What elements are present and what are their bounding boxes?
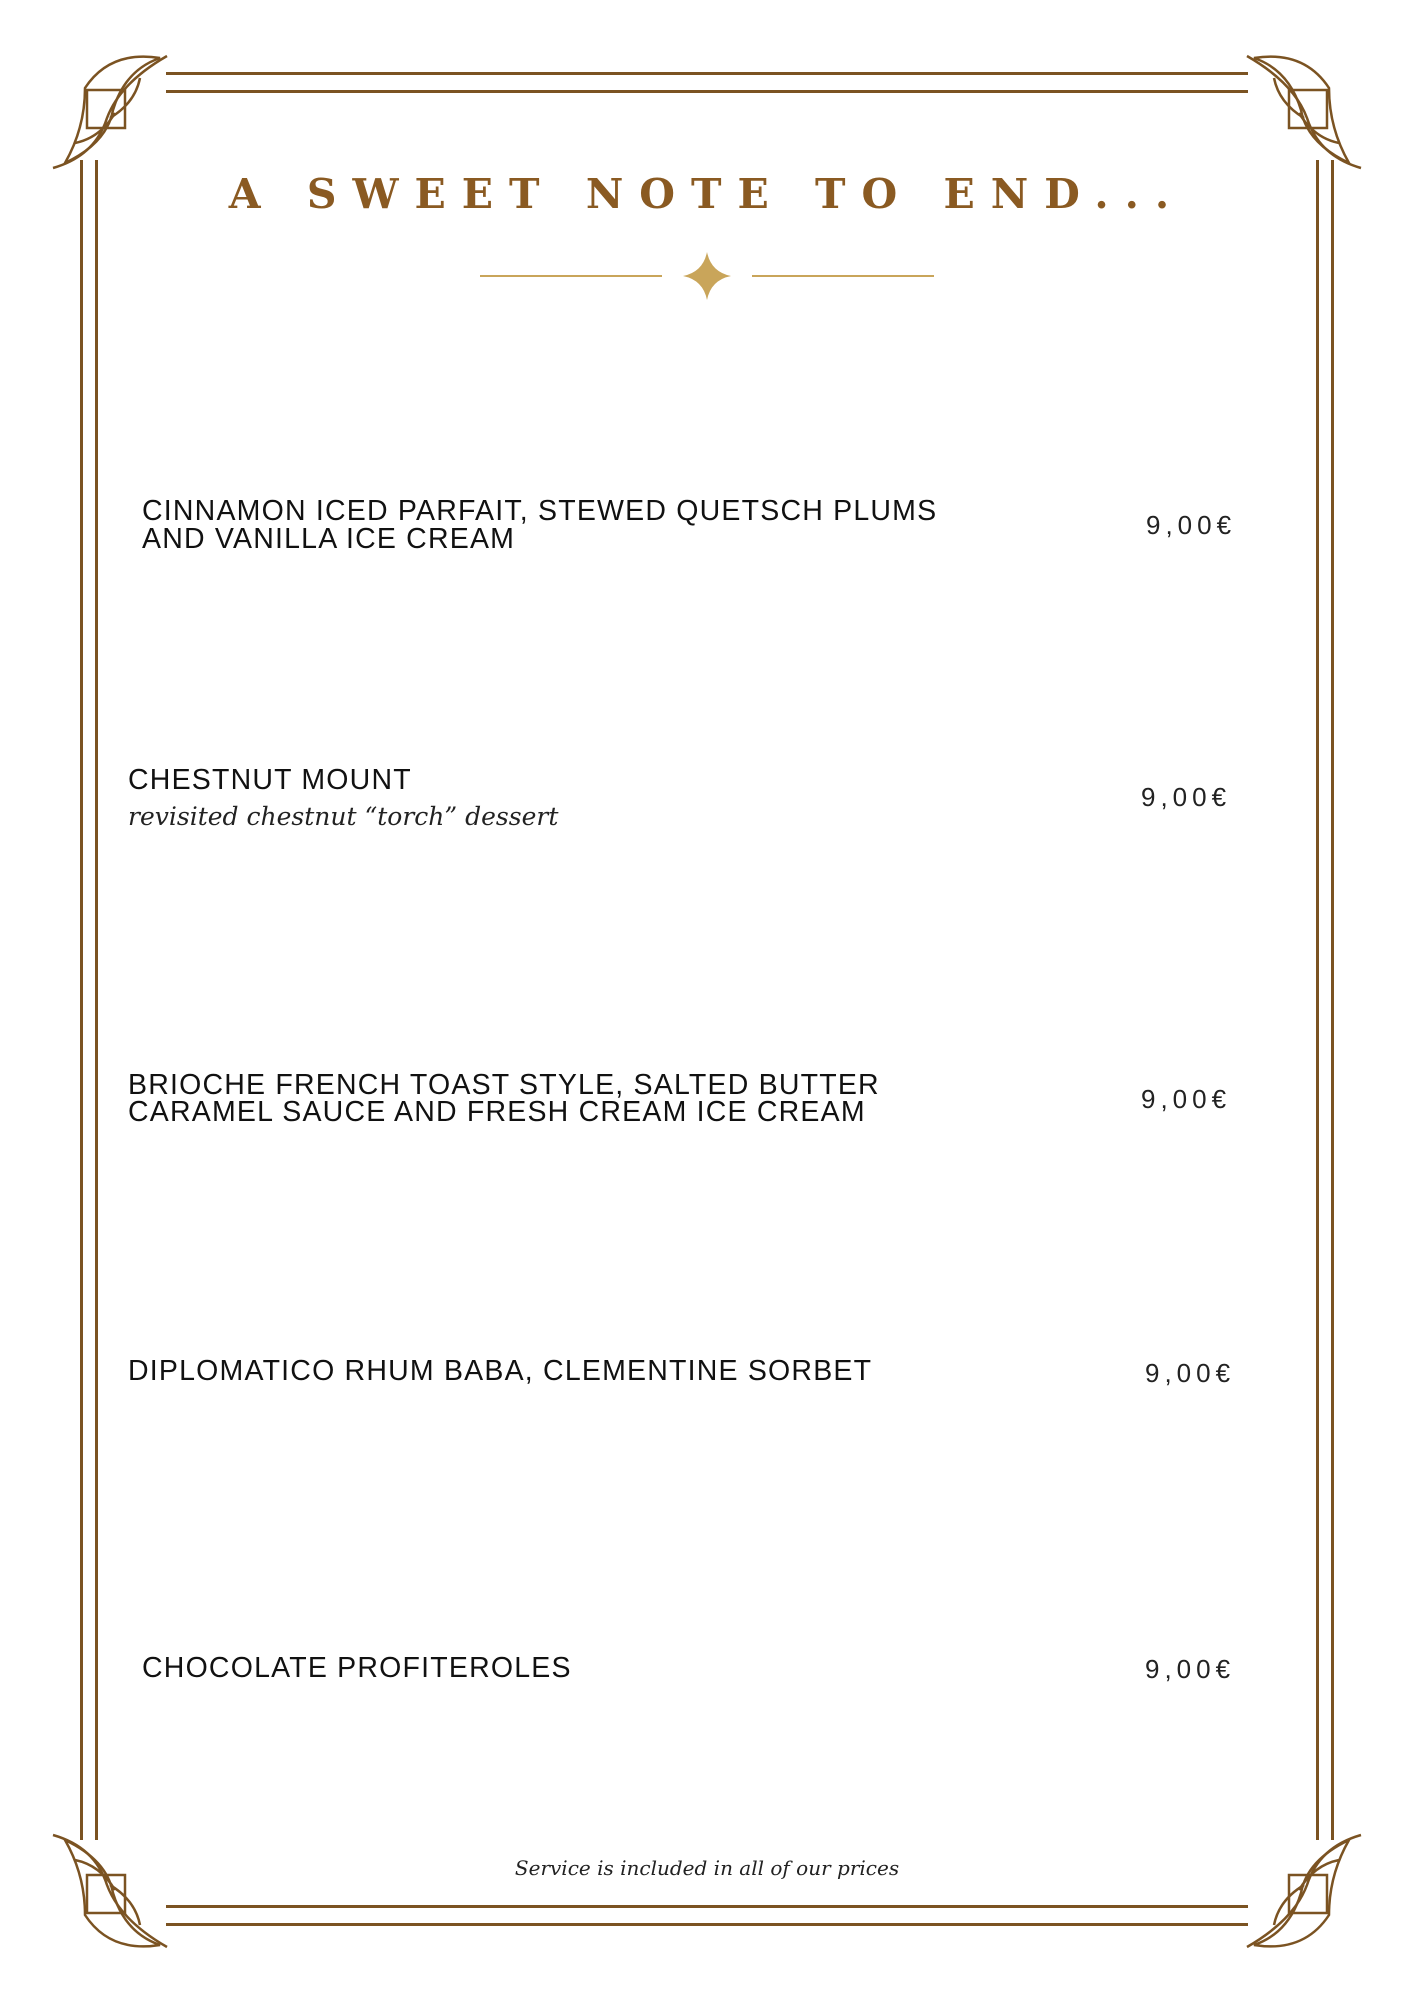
menu-item-name: CHOCOLATE PROFITEROLES — [142, 1652, 572, 1684]
frame-left-line-outer — [80, 160, 83, 1840]
menu-item-name: CINNAMON ICED PARFAIT, STEWED QUETSCH PLUMS — [142, 495, 938, 527]
menu-item-name: DIPLOMATICO RHUM BABA, CLEMENTINE SORBET — [128, 1355, 873, 1387]
frame-bottom-line-inner — [166, 1905, 1248, 1908]
menu-item-price: 9,00€ — [1145, 1654, 1236, 1684]
top-right-corner-ornament-icon — [1239, 48, 1369, 178]
frame-top-line-outer — [166, 72, 1248, 75]
frame-right-line-inner — [1316, 160, 1319, 1840]
menu-item-name: AND VANILLA ICE CREAM — [142, 523, 516, 555]
menu-item-name: CHESTNUT MOUNT — [128, 764, 412, 796]
frame-left-line-inner — [95, 160, 98, 1840]
frame-bottom-line-outer — [166, 1923, 1248, 1926]
bottom-right-corner-ornament-icon — [1239, 1825, 1369, 1955]
menu-item-price: 9,00€ — [1146, 510, 1237, 540]
top-left-corner-ornament-icon — [45, 48, 175, 178]
menu-item-description: revisited chestnut “torch” dessert — [128, 802, 559, 831]
menu-item-price: 9,00€ — [1145, 1358, 1236, 1388]
footer-service-note: Service is included in all of our prices — [514, 1856, 900, 1880]
menu-item-name: CARAMEL SAUCE AND FRESH CREAM ICE CREAM — [128, 1096, 866, 1128]
frame-right-line-outer — [1331, 160, 1334, 1840]
menu-item-name: BRIOCHE FRENCH TOAST STYLE, SALTED BUTTER — [128, 1069, 880, 1101]
bottom-left-corner-ornament-icon — [45, 1825, 175, 1955]
menu-title: A SWEET NOTE TO END... — [228, 170, 1186, 218]
frame-top-line-inner — [166, 90, 1248, 93]
star-divider-icon — [480, 248, 934, 304]
menu-item-price: 9,00€ — [1141, 1084, 1232, 1114]
menu-item-price: 9,00€ — [1141, 782, 1232, 812]
